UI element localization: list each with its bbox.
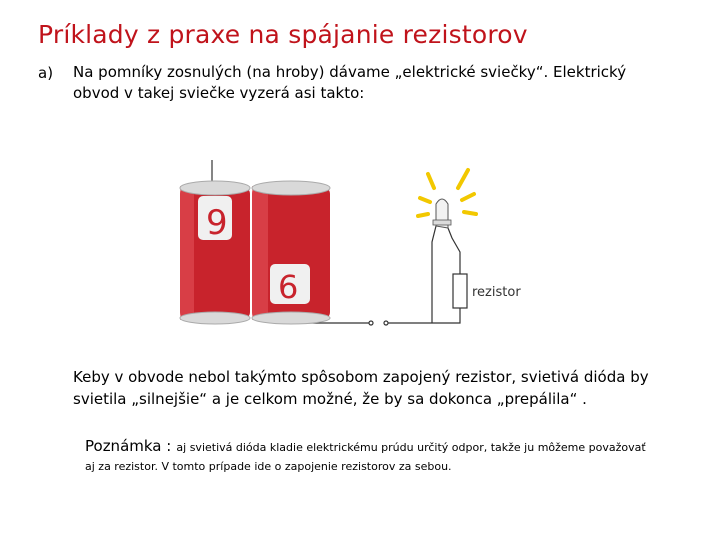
note-block [85,436,685,473]
note-line-1: aj svietivá dióda kladie elektrickému prúdu určitý odpor, takže ju môžeme považovať [176,441,646,454]
slide-title: Príklady z praxe na spájanie rezistorov [38,20,528,49]
list-item-text: Na pomníky zosnulých (na hroby) dávame „elektrické sviečky“. Elektrický obvod v takej sviečke vyzerá asi takto: [73,63,627,102]
circuit-figure [170,160,550,335]
battery-right [252,181,330,324]
note-line-2: aj za rezistor. V tomto prípade ide o zapojenie rezistorov za sebou. [85,460,452,473]
list-marker: a) [38,64,54,82]
led-symbol [433,199,451,228]
battery-left [180,181,250,324]
battery-left-digit: 9 [206,203,228,243]
note-label: Poznámka : [85,437,172,455]
switch-symbol [369,321,388,325]
circuit-diagram [170,160,550,335]
battery-right-digit: 6 [278,268,299,306]
resistor-label: rezistor [472,285,521,300]
explanation-paragraph: Keby v obvode nebol takýmto spôsobom zapojený rezistor, svietivá dióda by svietila „silnejšie“ a je celkom možné, že by sa dokonca „prepálila“ . [73,368,649,408]
resistor-symbol [453,274,467,308]
